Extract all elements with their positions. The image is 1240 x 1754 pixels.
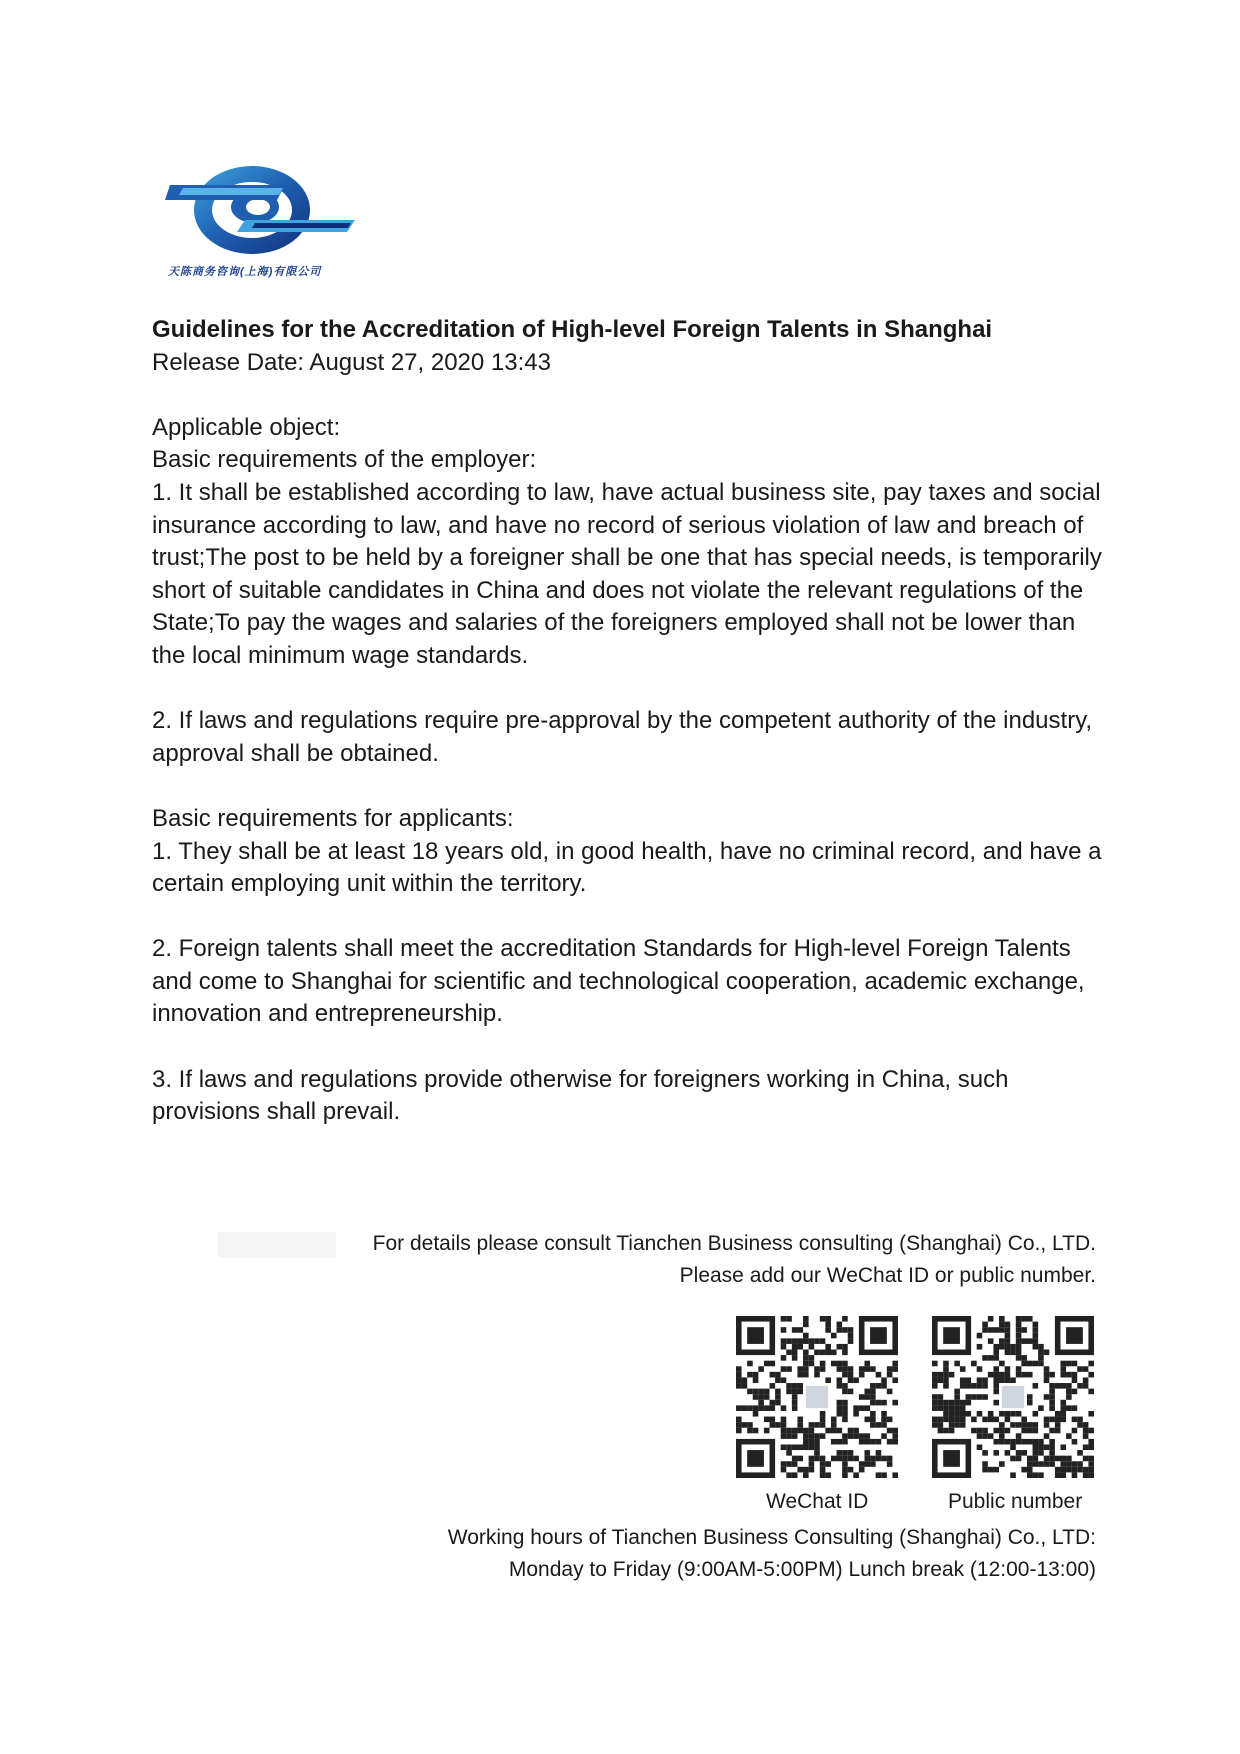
applicant-requirement-item: 3. If laws and regulations provide otherwise for foreigners working in China, such provisions shall prevail.	[152, 1065, 1009, 1126]
contact-info	[196, 1228, 1096, 1292]
applicant-requirement-item: 2. Foreign talents shall meet the accreditation Standards for High-level Foreign Talents and come to Shanghai for scientific and technological cooperation, academic exchange, innovation and entrepreneurship.	[152, 935, 1085, 1028]
wechat-line: Please add our WeChat ID or public number.	[679, 1264, 1096, 1287]
applicable-object-label: Applicable object:	[152, 413, 341, 441]
wechat-qr-code	[736, 1316, 898, 1478]
document-title: Guidelines for the Accreditation of High-level Foreign Talents in Shanghai	[152, 316, 993, 343]
employer-requirements-heading: Basic requirements of the employer:	[152, 446, 537, 474]
wechat-id-label: WeChat ID	[766, 1490, 869, 1513]
company-logo	[165, 160, 355, 280]
release-date: Release Date: August 27, 2020 13:43	[152, 348, 551, 376]
logo-caption: 天陈商务咨询(上海)有限公司	[168, 266, 322, 278]
qr-code-icon	[932, 1316, 1094, 1478]
working-hours-title: Working hours of Tianchen Business Consulting (Shanghai) Co., LTD:	[447, 1526, 1096, 1549]
document-body	[152, 314, 1112, 1129]
employer-requirement-item: 1. It shall be established according to law, have actual business site, pay taxes and social insurance according to law, and have no record of serious violation of law and breach of trust;The post to be held by a foreigner shall be one that has special needs, is temporarily short of suitable candidates in China and does not violate the relevant regulations of the State;To pay the wages and salaries of the foreigners employed shall not be lower than the local minimum wage standards.	[152, 478, 1102, 669]
working-hours	[196, 1522, 1096, 1586]
consult-line: For details please consult Tianchen Business consulting (Shanghai) Co., LTD.	[372, 1232, 1096, 1255]
working-hours-detail: Monday to Friday (9:00AM-5:00PM) Lunch break (12:00-13:00)	[508, 1558, 1096, 1581]
applicant-requirement-item: 1. They shall be at least 18 years old, in good health, have no criminal record, and have a certain employing unit within the territory.	[152, 837, 1102, 898]
qr-code-icon	[736, 1316, 898, 1478]
employer-requirement-item: 2. If laws and regulations require pre-approval by the competent authority of the industry, approval shall be obtained.	[152, 707, 1093, 767]
public-number-label: Public number	[948, 1490, 1083, 1513]
logo-emblem-icon	[165, 160, 355, 260]
public-number-qr-code	[932, 1316, 1094, 1478]
applicant-requirements-heading: Basic requirements for applicants:	[152, 804, 514, 832]
